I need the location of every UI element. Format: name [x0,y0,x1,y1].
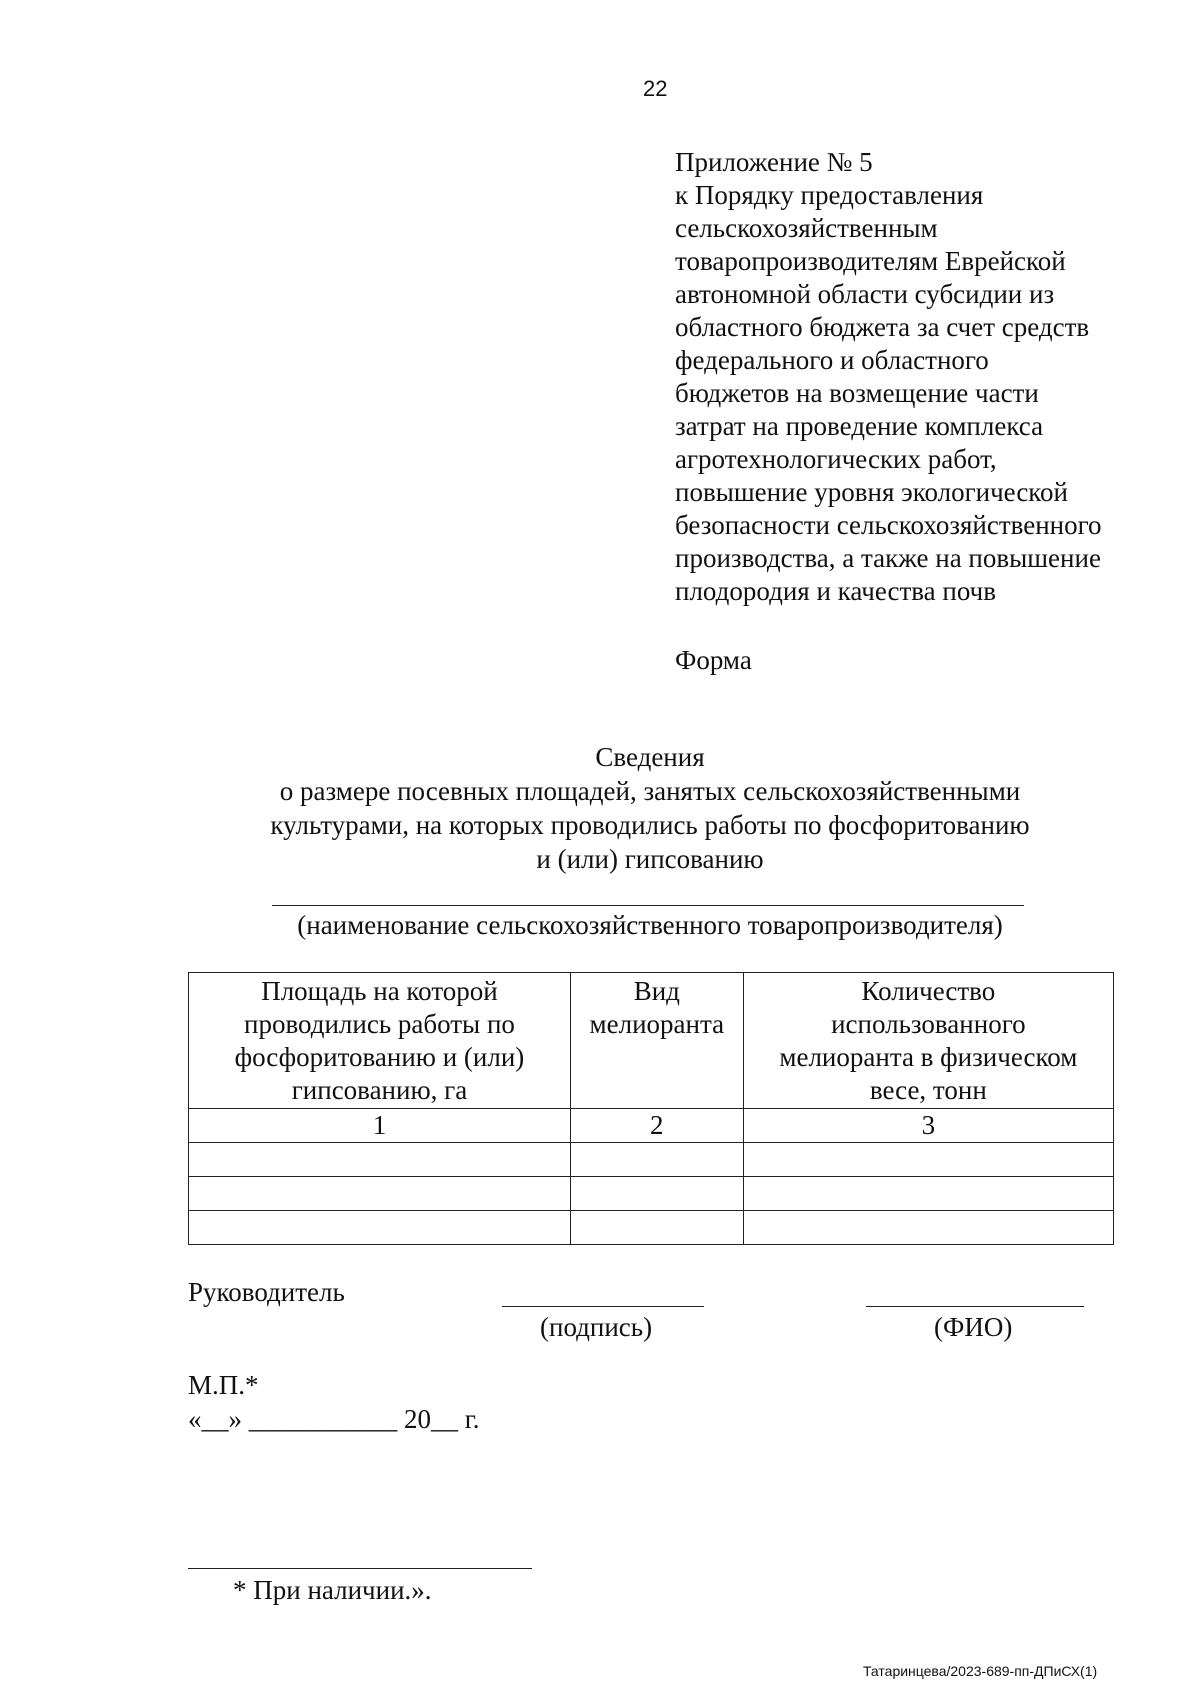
header-area-line: проводились работы по [244,1009,515,1039]
table-number-row [189,1109,1114,1143]
header-quantity-line: Количество [861,976,996,1006]
table-cell[interactable] [189,1143,571,1177]
table-cell[interactable] [570,1143,743,1177]
header-quantity-line: использованного [831,1009,1026,1039]
form-label: Форма [675,645,752,675]
page-number: 22 [643,76,668,101]
header-type-line: мелиоранта [589,1009,725,1039]
producer-name-caption: (наименование сельскохозяйственного товаропроизводителя) [297,910,1003,940]
table-header-row [189,973,1114,1109]
column-number: 3 [743,1109,1113,1143]
table-cell[interactable] [743,1211,1113,1245]
title-line: Сведения [595,742,705,772]
appendix-line: производства, а также на повышение [675,543,1101,573]
appendix-line: безопасности сельскохозяйственного [675,510,1102,540]
column-number: 2 [570,1109,743,1143]
header-quantity-line: весе, тонн [869,1075,987,1105]
title-line: культурами, на которых проводились работы по фосфоритованию [270,810,1030,840]
table-cell[interactable] [570,1177,743,1211]
appendix-line: повышение уровня экологической [675,477,1069,507]
header-area-line: фосфоритованию и (или) [234,1042,525,1072]
signature-caption: (подпись) [540,1312,653,1342]
fio-caption: (ФИО) [934,1312,1013,1342]
producer-name-line [272,905,1024,906]
table-cell[interactable] [189,1211,571,1245]
fio-line[interactable] [866,1306,1084,1307]
document-title [150,740,1150,876]
appendix-line: затрат на проведение комплекса [675,411,1044,441]
header-ameliorant-quantity [743,973,1113,1109]
appendix-line: областного бюджета за счет средств [675,312,1090,342]
footnote: * При наличии.». [233,1575,432,1605]
header-area-line: гипсованию, га [291,1075,468,1105]
table-row [189,1211,1114,1245]
appendix-line: плодородия и качества почв [675,576,996,606]
appendix-line: Приложение № 5 [675,147,873,177]
header-ameliorant-type [570,973,743,1109]
table-cell[interactable] [743,1177,1113,1211]
table-cell[interactable] [743,1143,1113,1177]
document-code: Татаринцева/2023-689-пп-ДПиСХ(1) [863,1663,1098,1679]
header-area-line: Площадь на которой [261,976,498,1006]
appendix-line: федерального и областного [675,345,989,375]
title-line: о размере посевных площадей, занятых сельскохозяйственными [279,776,1021,806]
signer-role: Руководитель [188,1277,345,1307]
header-quantity-line: мелиоранта в физическом [779,1042,1078,1072]
appendix-line: автономной области субсидии из [675,279,1055,309]
appendix-line: агротехнологических работ, [675,444,997,474]
appendix-heading [675,146,1120,608]
header-type-line: Вид [633,976,680,1006]
table-row [189,1143,1114,1177]
date-line: «__» ___________ 20__ г. [188,1404,480,1434]
table-cell[interactable] [570,1211,743,1245]
signature-line[interactable] [502,1306,704,1307]
appendix-line: к Порядку предоставления [675,180,984,210]
title-line: и (или) гипсованию [536,844,764,874]
header-area [189,973,571,1109]
table-row [189,1177,1114,1211]
footnote-rule [188,1568,532,1569]
data-table [188,972,1114,1245]
stamp-place: М.П.* [188,1370,259,1400]
appendix-line: сельскохозяйственным [675,213,938,243]
appendix-line: товаропроизводителям Еврейской [675,246,1066,276]
column-number: 1 [189,1109,571,1143]
appendix-line: бюджетов на возмещение части [675,378,1039,408]
table-cell[interactable] [189,1177,571,1211]
